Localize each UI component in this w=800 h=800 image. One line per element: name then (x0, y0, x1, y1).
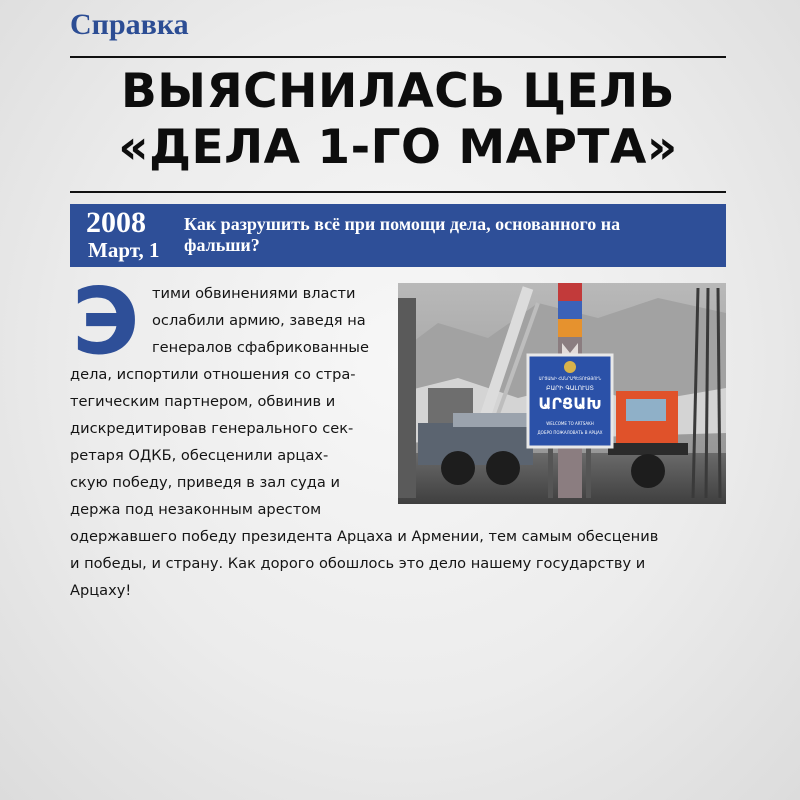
truck-wheel (441, 451, 475, 485)
article-photo (398, 283, 726, 504)
flag-stripe-orange (558, 319, 582, 337)
article-line: и победы, и страну. Как дорого обошлось это дело нашему государству и (70, 555, 646, 572)
truck-window (626, 399, 666, 421)
article-line: Арцаху! (70, 582, 132, 599)
sign-main-text: ԱՐՑԱԽ (538, 394, 602, 413)
article-line: держа под незаконным арестом (70, 501, 322, 518)
article-line: тими обвинениями власти (152, 285, 356, 302)
sign-en-text: WELCOME TO ARTSAKH (546, 421, 594, 426)
pillar (398, 298, 416, 498)
flag-stripe-blue (558, 301, 582, 319)
article-line: дискредитировав генерального сек- (70, 420, 354, 437)
sign-sub-text: ԲԱՐԻ ԳԱԼՈՒՍՏ (546, 385, 594, 392)
headline-line-1: ВЫЯСНИЛАСЬ ЦЕЛЬ (120, 64, 676, 119)
banner-year: 2008 (86, 206, 146, 239)
headline (66, 64, 730, 176)
article-line: скую победу, приведя в зал суда и (70, 474, 340, 491)
article-line: одержавшего победу президента Арцаха и Армении, тем самым обесценив (70, 528, 659, 545)
article-line: генералов сфабрикованные (152, 339, 369, 356)
rebar-rod (706, 288, 708, 498)
headline-top-rule (70, 56, 726, 58)
banner-question (184, 214, 714, 256)
sign-ru-text: ДОБРО ПОЖАЛОВАТЬ В АРЦАХ (537, 430, 603, 435)
truck-bumper (608, 443, 688, 455)
article-line: тегическим партнером, обвинив и (70, 393, 336, 410)
post-left (548, 443, 553, 498)
rubric-title: Справка (70, 8, 189, 41)
headline-bottom-rule (70, 191, 726, 193)
headline-line-2: «ДЕЛА 1-ГО МАРТА» (118, 120, 678, 175)
photo-scene (398, 283, 726, 504)
date-banner (70, 204, 726, 267)
truck-wheel (486, 451, 520, 485)
emblem-icon (564, 361, 576, 373)
article-line: ослабили армию, заведя на (152, 312, 366, 329)
truck-wheel (631, 454, 665, 488)
flag-stripe-red (558, 283, 582, 301)
rebar-rod (718, 288, 720, 498)
article-line: дела, испортили отношения со стра- (70, 366, 356, 383)
banner-question-line-2: фальши? (184, 235, 260, 255)
drop-cap: Э (72, 268, 140, 375)
sign-top-text: ԱՐՑԱԽԻ ՀԱՆՐԱՊԵՏՈՒԹՅՈՒՆ (538, 376, 602, 381)
article-line: ретаря ОДКБ, обесценили арцах- (70, 447, 329, 464)
post-right (586, 443, 591, 498)
banner-question-line-1: Как разрушить всё при помощи дела, основанного на (184, 214, 621, 234)
banner-date: Март, 1 (88, 238, 160, 262)
crane-deck (453, 413, 528, 427)
